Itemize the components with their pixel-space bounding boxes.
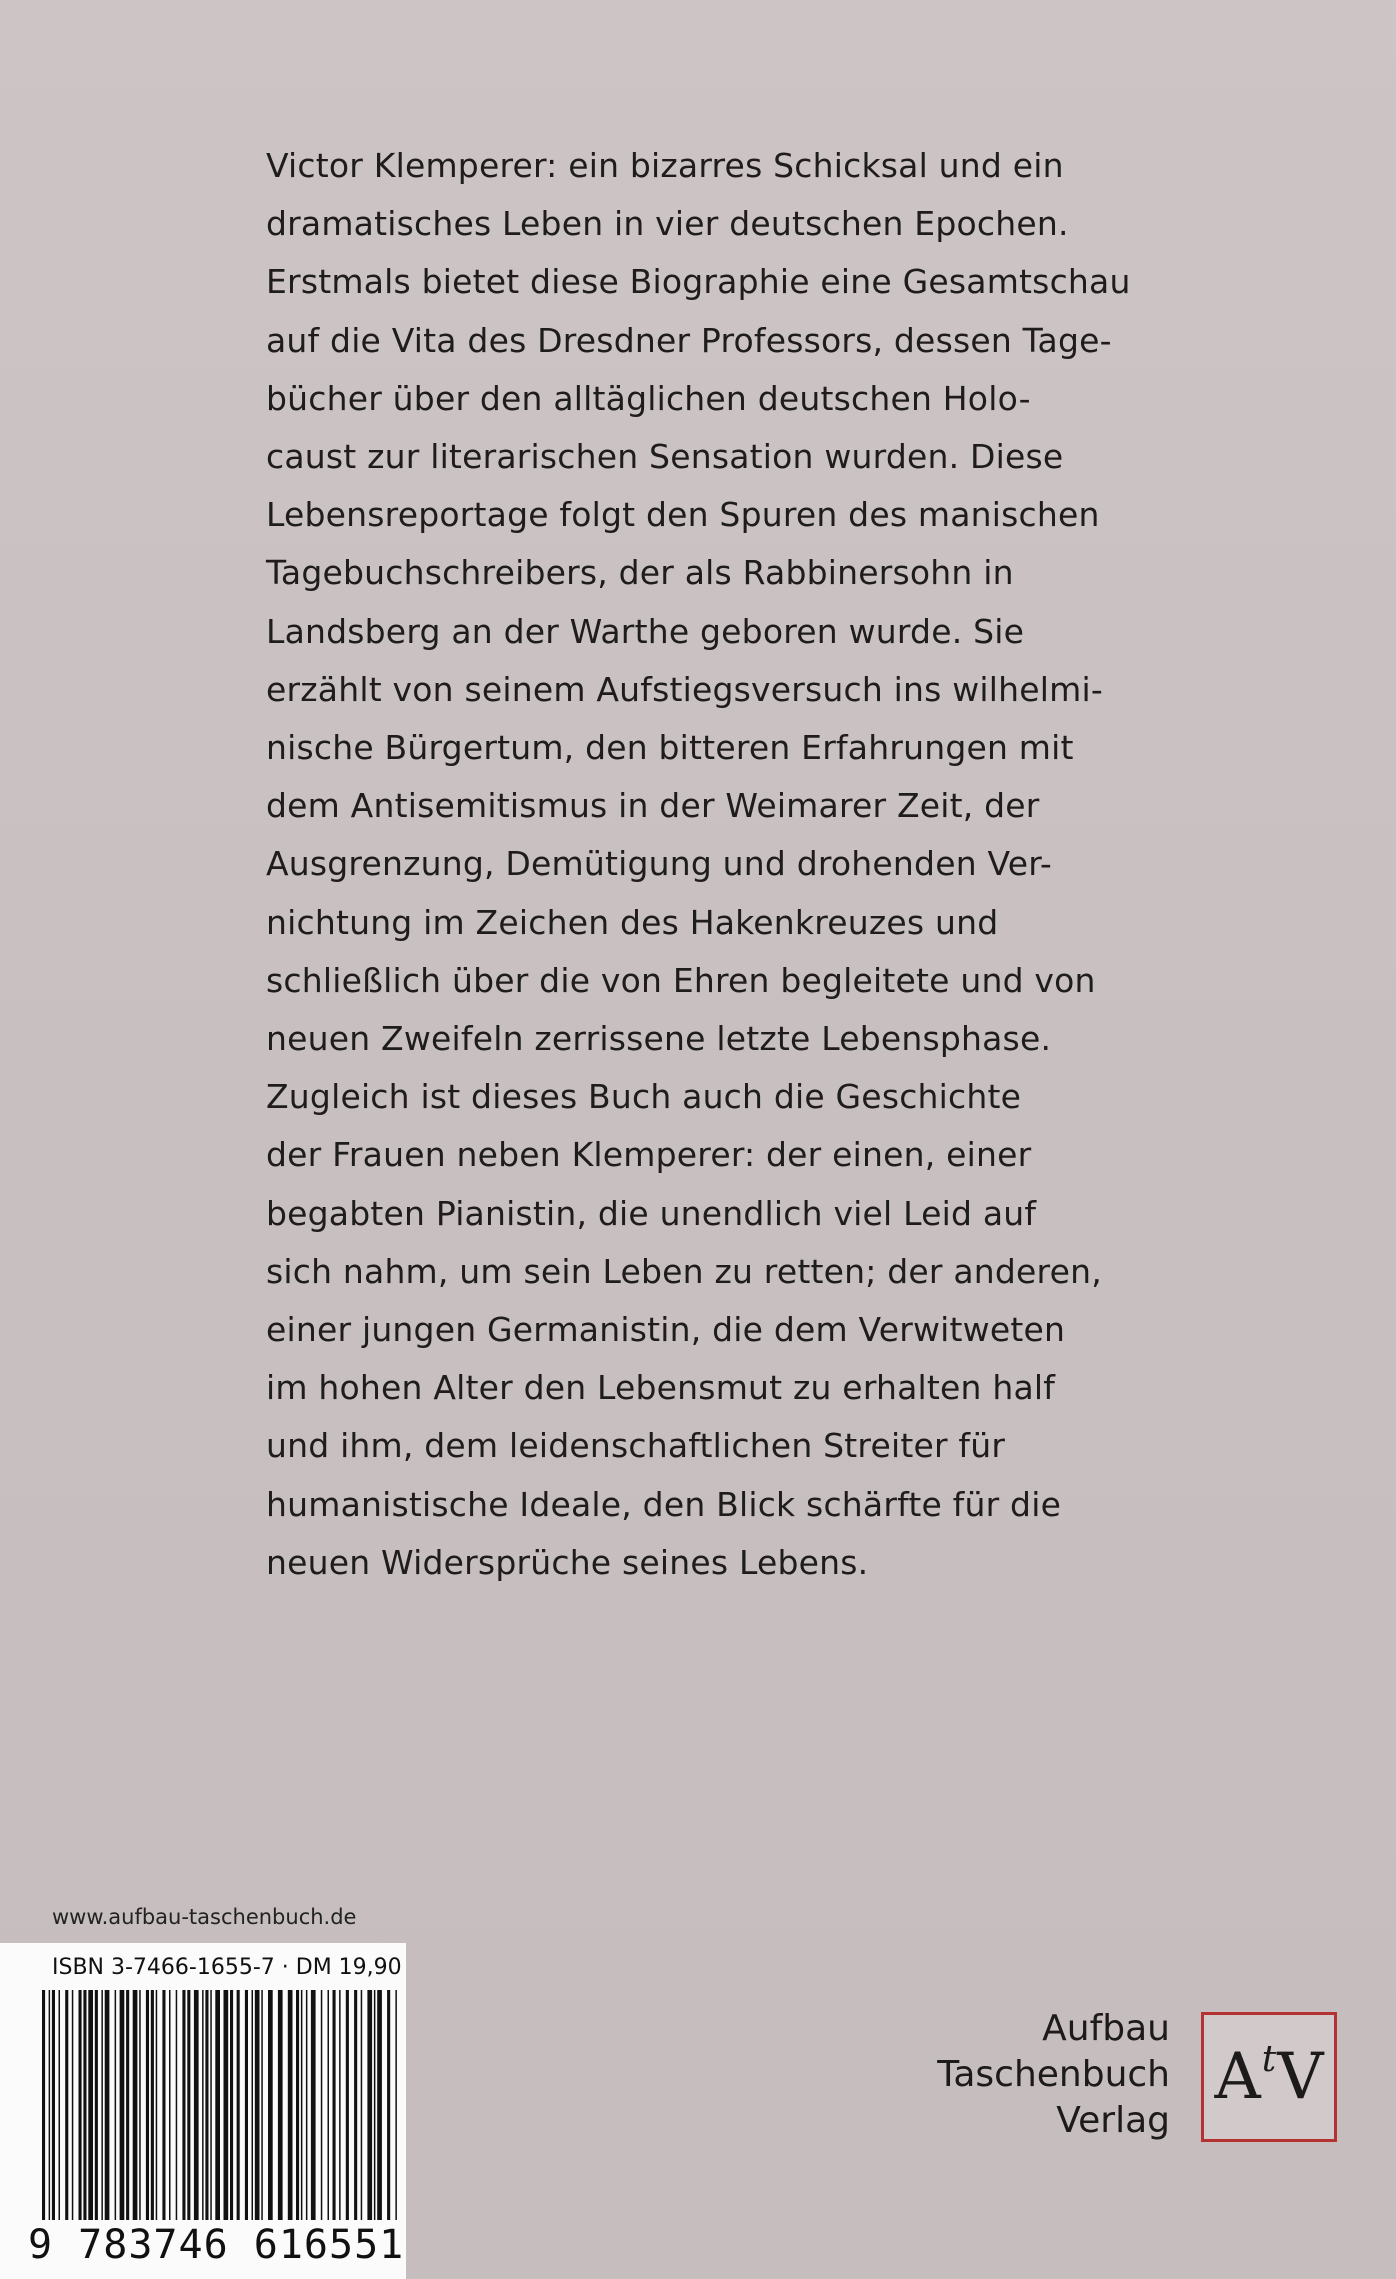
logo-letter-t: t [1261, 2038, 1277, 2080]
barcode-bar [296, 1990, 299, 2220]
barcode-bar [182, 1990, 185, 2220]
barcode-bar [268, 1990, 273, 2220]
barcode-bar [230, 1990, 233, 2220]
blurb-line: auf die Vita des Dresdner Professors, dessen Tage- [266, 320, 1112, 360]
barcode-bar [115, 1990, 117, 2220]
blurb-line: Landsberg an der Warthe geboren wurde. Sie [266, 611, 1025, 651]
blurb-line: neuen Zweifeln zerrissene letzte Lebensphase. [266, 1019, 1052, 1059]
barcode-bar [333, 1990, 336, 2220]
blurb-text [266, 137, 1146, 1592]
blurb-line: neuen Widersprüche seines Lebens. [266, 1542, 869, 1582]
barcode-bar [224, 1990, 229, 2220]
barcode-bar [151, 1990, 154, 2220]
barcode-bar [301, 1990, 303, 2220]
blurb-line: bücher über den alltäglichen deutschen Holo- [266, 378, 1031, 418]
barcode-bar [187, 1990, 190, 2220]
barcode-bar [339, 1990, 341, 2220]
blurb-line: Zugleich ist dieses Buch auch die Geschichte [266, 1077, 1022, 1117]
barcode-bar [156, 1990, 158, 2220]
publisher-name [930, 2006, 1170, 2144]
blurb-line: nichtung im Zeichen des Hakenkreuzes und [266, 902, 999, 942]
barcode-bar [52, 1990, 55, 2220]
blurb-line: schließlich über die von Ehren begleitete und von [266, 960, 1096, 1000]
barcode-bar [210, 1990, 212, 2220]
barcode-bar [133, 1990, 138, 2220]
barcode-bar [354, 1990, 357, 2220]
logo-letter-a: A [1214, 2040, 1261, 2114]
barcode-bar [49, 1990, 51, 2220]
barcode-bar [377, 1990, 382, 2220]
blurb-line: Lebensreportage folgt den Spuren des manischen [266, 495, 1100, 535]
barcode-bar [255, 1990, 260, 2220]
barcode-bar [311, 1990, 316, 2220]
barcode-bar [288, 1990, 293, 2220]
barcode-bar [328, 1990, 330, 2220]
blurb-line: humanistische Ideale, den Blick schärfte für die [266, 1484, 1062, 1524]
barcode-bar [120, 1990, 125, 2220]
barcode-bar [194, 1990, 199, 2220]
barcode-bar [346, 1990, 349, 2220]
barcode-bar [83, 1990, 86, 2220]
barcode-bar [126, 1990, 129, 2220]
isbn-price-line: ISBN 3-7466-1655-7 · DM 19,90 [52, 1955, 402, 1980]
barcode-bar [139, 1990, 141, 2220]
barcode-bar [395, 1990, 397, 2220]
blurb-line: erzählt von seinem Aufstiegsversuch ins wilhelmi- [266, 669, 1103, 709]
blurb-line: und ihm, dem leidenschaftlichen Streiter für [266, 1426, 1006, 1466]
barcode-bar [202, 1990, 204, 2220]
barcode-bar [374, 1990, 376, 2220]
blurb-line: der Frauen neben Klemperer: der einen, einer [266, 1135, 1032, 1175]
blurb-line: Victor Klemperer: ein bizarres Schicksal und ein [266, 146, 1064, 185]
atv-logo [1201, 2012, 1337, 2142]
blurb-line: sich nahm, um sein Leben zu retten; der anderen, [266, 1251, 1102, 1291]
blurb-line: dem Antisemitismus in der Weimarer Zeit, der [266, 786, 1040, 826]
barcode-bar [79, 1990, 82, 2220]
blurb-line: caust zur literarischen Sensation wurden. Diese [266, 437, 1064, 477]
barcode-bar [261, 1990, 263, 2220]
blurb-line: im hohen Alter den Lebensmut zu erhalten half [266, 1368, 1056, 1408]
barcode-bar [387, 1990, 390, 2220]
barcode-bar [367, 1990, 372, 2220]
barcode-bar [105, 1990, 110, 2220]
barcode-bar [215, 1990, 220, 2220]
barcode-bar [65, 1990, 68, 2220]
barcode-bar [95, 1990, 98, 2220]
barcode-bar [162, 1990, 165, 2220]
barcode-bar [88, 1990, 93, 2220]
blurb-line: Erstmals bietet diese Biographie eine Gesamtschau [266, 262, 1131, 302]
barcode [38, 1990, 404, 2220]
barcode-bar [59, 1990, 61, 2220]
blurb-line: nische Bürgertum, den bitteren Erfahrungen mit [266, 728, 1074, 768]
blurb-line: einer jungen Germanistin, die dem Verwitweten [266, 1310, 1066, 1350]
barcode-bar [169, 1990, 171, 2220]
ean-digits: 9 783746 616551 [28, 2222, 405, 2268]
barcode-bar [101, 1990, 103, 2220]
barcode-bar [278, 1990, 283, 2220]
blurb-line: Tagebuchschreibers, der als Rabbinersohn in [266, 553, 1014, 593]
barcode-bar [245, 1990, 248, 2220]
blurb-line: begabten Pianistin, die unendlich viel Leid auf [266, 1193, 1037, 1233]
publisher-line-aufbau: Aufbau [1042, 2008, 1170, 2049]
barcode-bar [306, 1990, 308, 2220]
barcode-bar [237, 1990, 240, 2220]
publisher-line-verlag: Verlag [1056, 2100, 1170, 2141]
publisher-url: www.aufbau-taschenbuch.de [52, 1905, 357, 1929]
barcode-bar [42, 1990, 45, 2220]
logo-letter-v: V [1277, 2040, 1324, 2114]
blurb-line: Ausgrenzung, Demütigung und drohenden Ver- [266, 844, 1052, 884]
publisher-line-taschenbuch: Taschenbuch [937, 2054, 1170, 2095]
barcode-bar [72, 1990, 74, 2220]
barcode-bar [361, 1990, 363, 2220]
barcode-bar [321, 1990, 323, 2220]
barcode-bar [176, 1990, 178, 2220]
barcode-bar [205, 1990, 208, 2220]
barcode-bar [252, 1990, 254, 2220]
blurb-line: dramatisches Leben in vier deutschen Epochen. [266, 204, 1069, 244]
barcode-bar [146, 1990, 149, 2220]
